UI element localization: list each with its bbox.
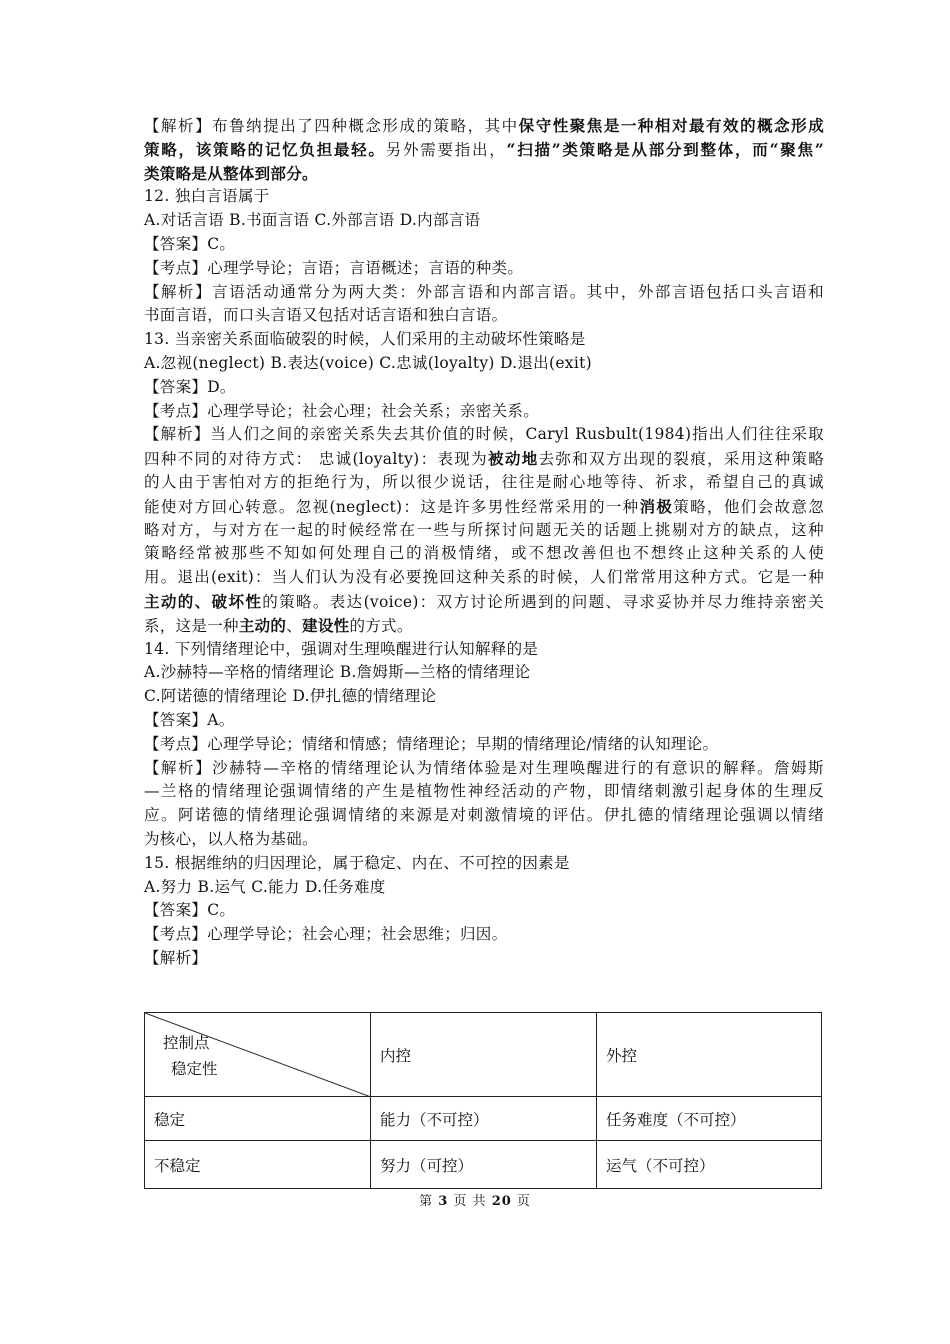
question-13-explanation: 策略经常被那些不知如何处理自己的消极情绪，或不想改善但也不想终止这种关系的人使	[144, 544, 824, 563]
question-15-answer: 【答案】C。	[144, 901, 236, 920]
table-row-header: 不稳定	[145, 1141, 371, 1189]
bold-text: 主动的	[238, 615, 287, 635]
question-13-explanation	[144, 614, 824, 638]
question-14-explanation: 【解析】沙赫特—辛格的情绪理论认为情绪体验是对生理唤醒进行的有意识的解释。詹姆斯	[144, 758, 824, 777]
corner-label-bottom: 稳定性	[171, 1060, 218, 1078]
table-cell: 能力（不可控）	[371, 1097, 597, 1141]
bold-text: 消极	[639, 496, 674, 516]
attribution-table	[144, 1012, 822, 1189]
question-14-options: C.阿诺德的情绪理论 D.伊扎德的情绪理论	[144, 687, 437, 706]
question-15: 15. 根据维纳的归因理论，属于稳定、内在、不可控的因素是	[144, 853, 570, 872]
question-13: 13. 当亲密关系面临破裂的时候，人们采用的主动破坏性策略是	[144, 330, 586, 349]
question-15-options: A.努力 B.运气 C.能力 D.任务难度	[144, 877, 386, 896]
page-number: 3	[438, 1194, 449, 1209]
question-15-explanation-label: 【解析】	[144, 948, 208, 967]
table-cell: 任务难度（不可控）	[597, 1097, 822, 1141]
page-footer	[0, 1190, 950, 1209]
bold-text: 主动的、破坏性	[144, 591, 263, 611]
question-13-options: A.忽视(neglect) B.表达(voice) C.忠诚(loyalty) D.退出(exit)	[144, 353, 592, 372]
text-segment: 的策略。表达(voice)：双方讨论所遇到的问题、寻求妥协并尽力维持亲密关	[262, 592, 824, 611]
footer-text: 页 共	[453, 1194, 487, 1209]
question-14-explanation: —兰格的情绪理论强调情绪的产生是植物性神经活动的产物，即情绪刺激引起身体的生理反	[144, 782, 824, 801]
text-segment: 、	[286, 616, 303, 635]
question-13-explanation	[144, 590, 824, 614]
text-segment: 的方式。	[349, 616, 413, 635]
explanation-line	[144, 138, 824, 162]
question-14-answer: 【答案】A。	[144, 710, 235, 729]
question-13-explanation: 的人由于害怕对方的拒绝行为，所以很少说话，往往是耐心地等待、祈求，希望自己的真诚	[144, 472, 824, 491]
question-14-options: A.沙赫特—辛格的情绪理论 B.詹姆斯—兰格的情绪理论	[144, 663, 531, 682]
table-cell: 运气（不可控）	[597, 1141, 822, 1189]
table-corner-cell	[145, 1013, 371, 1097]
corner-label-top: 控制点	[163, 1034, 210, 1052]
text-segment: 【解析】布鲁纳提出了四种概念形成的策略，其中	[144, 117, 519, 135]
text-segment: 去弥和双方出现的裂痕，采用这种策略	[538, 450, 824, 469]
bold-text: 建设性	[302, 615, 350, 635]
question-14-explanation: 应。阿诺德的情绪理论强调情绪的来源是对刺激情境的评估。伊扎德的情绪理论强调以情绪	[144, 806, 824, 825]
question-13-answer: 【答案】D。	[144, 377, 236, 396]
bold-text: 保守性聚焦是一种相对最有效的概念形成	[518, 116, 824, 135]
question-12-answer: 【答案】C。	[144, 234, 236, 253]
bold-text: 策略，该策略的记忆负担最轻。	[144, 139, 386, 159]
question-12-points: 【考点】心理学导论；言语；言语概述；言语的种类。	[144, 258, 524, 277]
table-header-cell: 内控	[371, 1013, 597, 1097]
text-segment: 策略，他们会故意忽	[673, 497, 825, 516]
bold-text: “扫描”类策略是从部分到整体，而“聚焦”	[506, 139, 824, 159]
question-12-options: A.对话言语 B.书面言语 C.外部言语 D.内部言语	[144, 211, 481, 230]
question-12: 12. 独白言语属于	[144, 187, 270, 206]
table-row	[145, 1013, 822, 1097]
question-13-explanation: 【解析】当人们之间的亲密关系失去其价值的时候，Caryl Rusbult(1984)指出人们往往采取	[144, 425, 824, 444]
question-13-explanation	[144, 447, 824, 471]
total-pages: 20	[491, 1194, 512, 1209]
table-row-header: 稳定	[145, 1097, 371, 1141]
question-14: 14. 下列情绪理论中，强调对生理唤醒进行认知解释的是	[144, 639, 539, 658]
diagonal-divider	[145, 1013, 371, 1097]
question-12-explanation: 书面言语，而口头言语又包括对话言语和独白言语。	[144, 306, 508, 325]
table-row	[145, 1097, 822, 1141]
question-13-points: 【考点】心理学导论；社会心理；社会关系；亲密关系。	[144, 401, 540, 420]
text-segment: 四种不同的对待方式： 忠诚(loyalty)：表现为	[144, 450, 488, 469]
footer-text: 页	[516, 1194, 531, 1209]
text-segment: 系，这是一种	[144, 616, 239, 635]
explanation-line	[144, 114, 824, 138]
question-14-explanation: 为核心，以人格为基础。	[144, 829, 318, 848]
explanation-line	[144, 162, 824, 186]
page-content	[144, 114, 824, 971]
table-cell: 努力（可控）	[371, 1141, 597, 1189]
text-segment: 能使对方回心转意。忽视(neglect)：这是许多男性经常采用的一种	[144, 497, 640, 516]
question-12-explanation: 【解析】言语活动通常分为两大类：外部言语和内部言语。其中，外部言语包括口头言语和	[144, 282, 824, 301]
text-segment: 另外需要指出，	[385, 140, 507, 159]
question-13-explanation: 用。退出(exit)：当人们认为没有必要挽回这种关系的时候，人们常常用这种方式。它是一种	[144, 568, 824, 587]
bold-text: 类策略是从整体到部分。	[144, 163, 318, 183]
footer-text: 第	[419, 1194, 434, 1209]
table-row	[145, 1141, 822, 1189]
table-header-cell: 外控	[597, 1013, 822, 1097]
question-15-points: 【考点】心理学导论；社会心理；社会思维；归因。	[144, 925, 508, 944]
question-13-explanation	[144, 495, 824, 519]
question-14-points: 【考点】心理学导论；情绪和情感；情绪理论；早期的情绪理论/情绪的认知理论。	[144, 734, 719, 753]
question-13-explanation: 略对方，与对方在一起的时候经常在一些与所探讨问题无关的话题上挑剔对方的缺点，这种	[144, 520, 824, 539]
bold-text: 被动地	[488, 449, 539, 469]
